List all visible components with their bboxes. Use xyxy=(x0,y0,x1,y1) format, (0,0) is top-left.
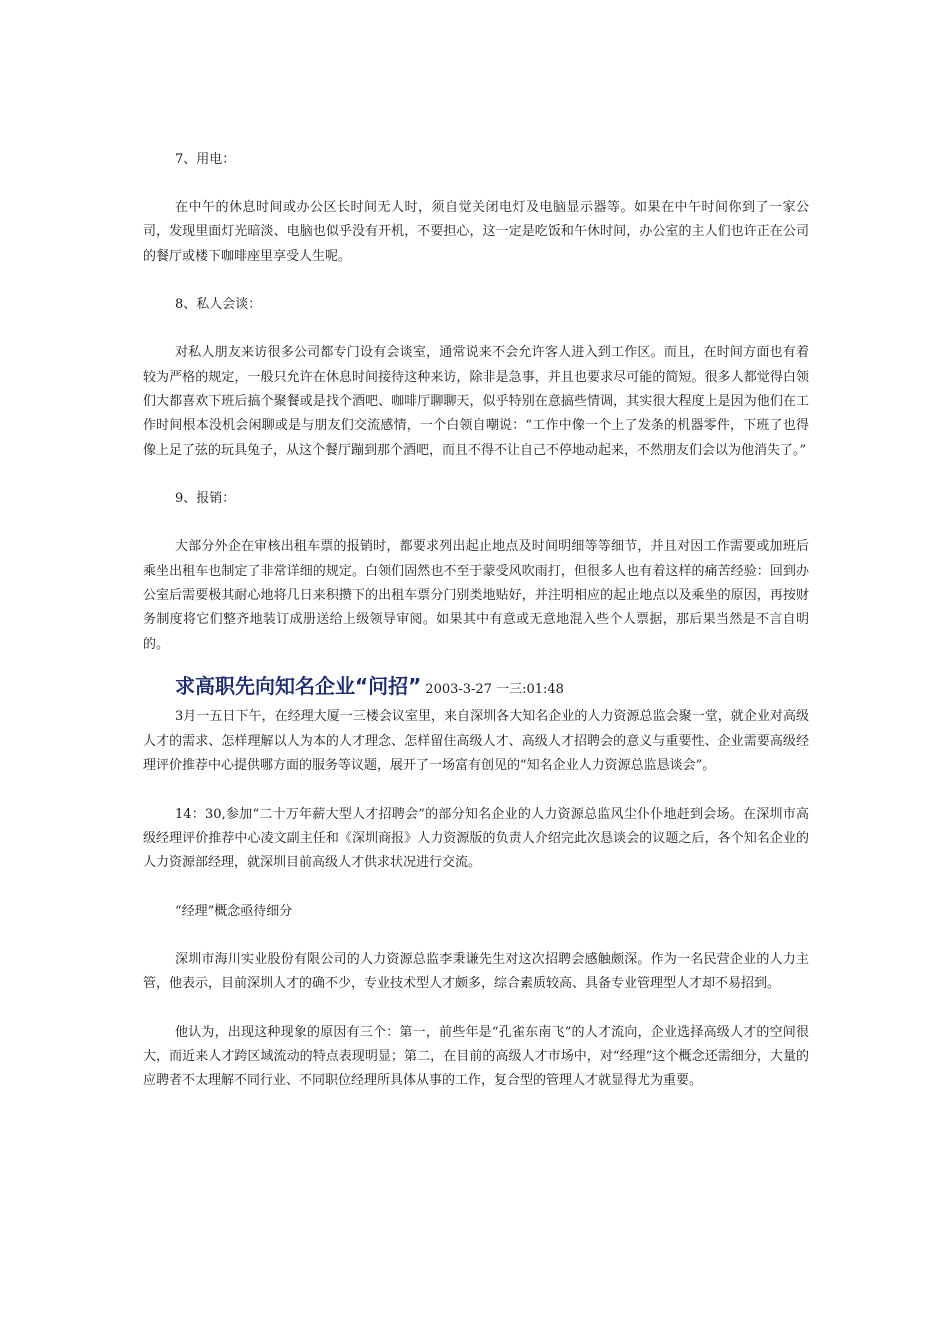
article-title: 求高职先向知名企业“问招” xyxy=(175,674,422,699)
article-paragraph-1: 3月一五日下午，在经理大厦一三楼会议室里，来自深圳各大知名企业的人力资源总监会聚一堂，就企业对高级人才的需求、怎样理解以人为本的人才理念、怎样留住高级人才、高级人才招聘会的意义与重要性、企业需要高级经理评价推荐中心提供哪方面的服务等议题，展开了一场富有创见的“知名企业人力资源总监恳谈会”。 xyxy=(143,709,809,774)
section-body-electricity: 在中午的休息时间或办公区长时间无人时，须自觉关闭电灯及电脑显示器等。如果在中午时间你到了一家公司，发现里面灯光暗淡、电脑也似乎没有开机，不要担心，这一定是吃饭和午休时间，办公室的主人们也许正在公司的餐厅或楼下咖啡座里享受人生呢。 xyxy=(143,200,809,264)
section-heading-private-meeting: 8、私人会谈： xyxy=(175,297,262,313)
article-date: 2003-3-27 一三:01:48 xyxy=(425,682,564,698)
section-body-reimbursement: 大部分外企在审核出租车票的报销时，都要求列出起止地点及时间明细等等细节，并且对因工作需要或加班后乘坐出租车也制定了非常详细的规定。白领们固然也不至于蒙受风吹雨打，但很多人也有着这样的痛苦经验：回到办公室后需要极其耐心地将几日来积攒下的出租车票分门别类地贴好，并注明相应的起止地点以及乘坐的原因，再按财务制度将它们整齐地装订成册送给上级领导审阅。如果其中有意或无意地混入些个人票据，那后果当然是不言自明的。 xyxy=(143,539,809,652)
article-subheading: “经理”概念亟待细分 xyxy=(175,903,293,919)
section-body-private-meeting: 对私人朋友来访很多公司都专门设有会谈室，通常说来不会允许客人进入到工作区。而且，在时间方面也有着较为严格的规定，一般只允许在休息时间接待这种来访，除非是急事，并且也要求尽可能的简短。很多人都觉得白领们大都喜欢下班后搞个聚餐或是找个酒吧、咖啡厅聊聊天，似乎特别在意搞些情调，其实很大程度上是因为他们在工作时间根本没机会闲聊或是与朋友们交流感情，一个白领自嘲说：“工作中像一个上了发条的机器零件，下班了也得像上足了弦的玩具兔子，从这个餐厅蹦到那个酒吧，而且不得不让自己不停地动起来，不然朋友们会以为他消失了。” xyxy=(143,345,809,458)
section-heading-electricity: 7、用电： xyxy=(175,152,236,167)
article-paragraph-3: 深圳市海川实业股份有限公司的人力资源总监李秉谦先生对这次招聘会感触颇深。作为一名民营企业的人力主管，他表示，目前深圳人才的确不少，专业技术型人才颇多，综合素质较高、具备专业管理型人才却不易招到。 xyxy=(143,951,809,992)
article-paragraph-4: 他认为，出现这种现象的原因有三个：第一，前些年是“孔雀东南飞”的人才流向，企业选择高级人才的空间很大，而近来人才跨区域流动的特点表现明显；第二，在目前的高级人才市场中，对“经理”这个概念还需细分，大量的应聘者不太理解不同行业、不同职位经理所具体从事的工作，复合型的管理人才就显得尤为重要。 xyxy=(143,1024,809,1089)
document-page xyxy=(143,148,809,1094)
article-header xyxy=(143,671,809,705)
section-heading-reimbursement: 9、报销： xyxy=(175,491,236,507)
article-paragraph-2: 14：30,参加“二十万年薪大型人才招聘会”的部分知名企业的人力资源总监风尘仆仆地赶到会场。在深圳市高级经理评价推荐中心凌文副主任和《深圳商报》人力资源版的负责人介绍完此次恳谈会的议题之后，各个知名企业的人力资源部经理，就深圳目前高级人才供求状况进行交流。 xyxy=(143,806,809,871)
